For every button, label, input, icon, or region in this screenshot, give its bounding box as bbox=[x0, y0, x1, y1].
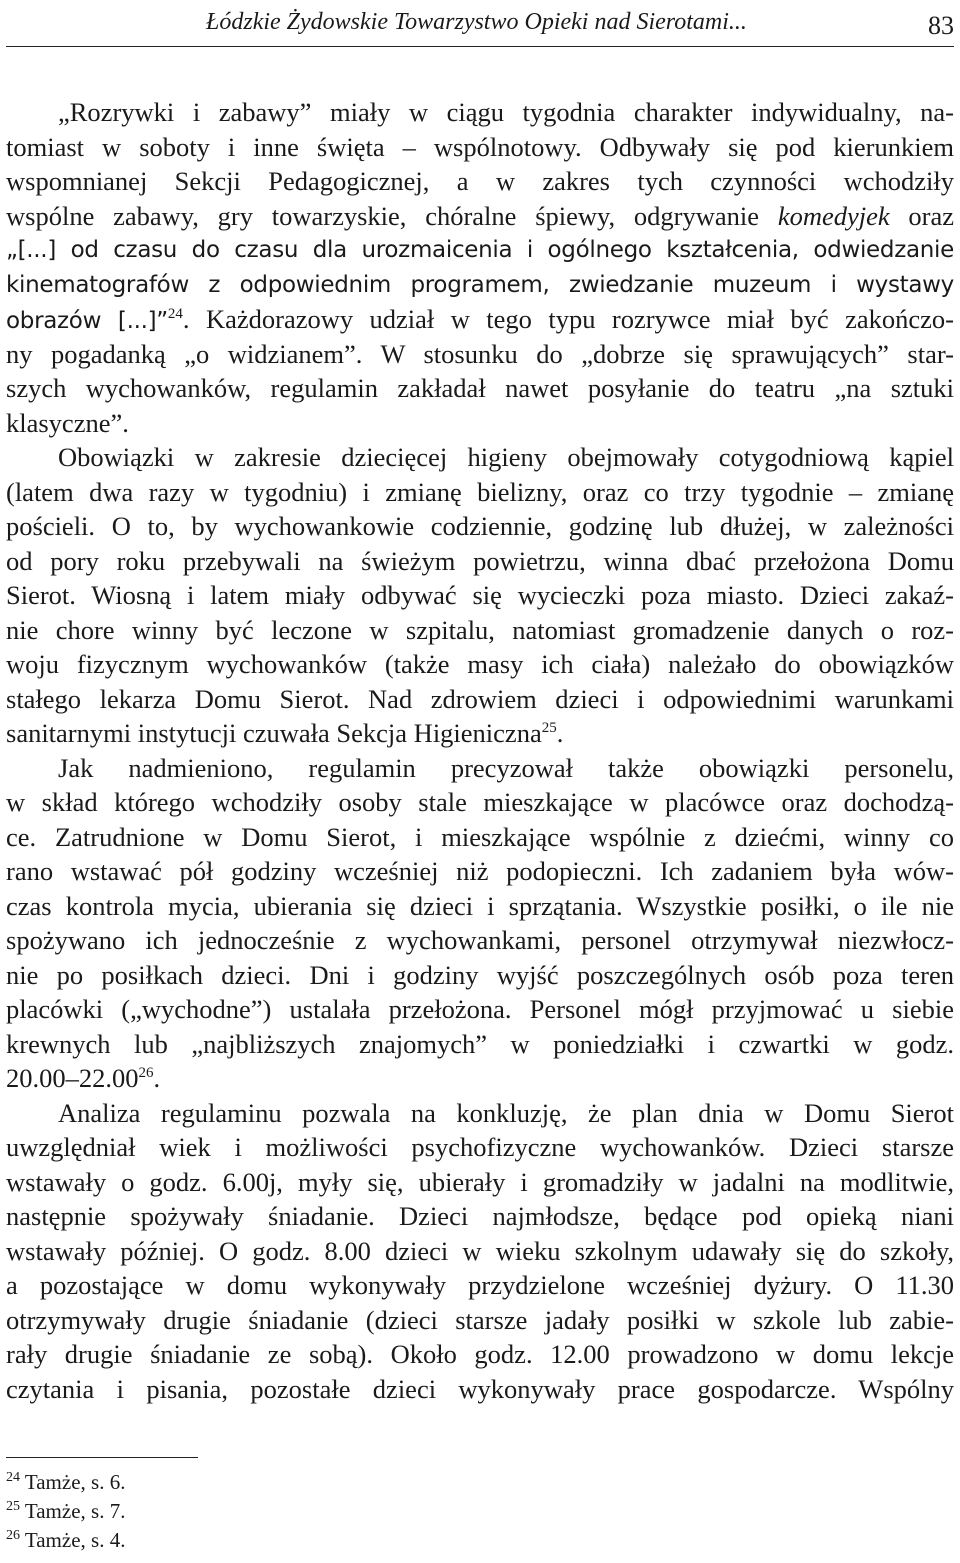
text-line: wstawały później. O godz. 8.00 dzieci w wieku szkolnym udawały się do szkoły, bbox=[6, 1235, 954, 1266]
text-line: w skład którego wchodziły osoby stale mieszkające w placówce oraz dochodzą- bbox=[6, 787, 954, 817]
footnote-number: 25 bbox=[6, 1499, 20, 1514]
text-line: wspomnianej Sekcji Pedagogicznej, a w zakres tych czynności wchodziły bbox=[6, 166, 954, 196]
text-line: szych wychowanków, regulamin zakładał nawet posyłanie do teatru „na sztuki bbox=[6, 373, 954, 403]
footnotes bbox=[6, 1468, 125, 1555]
text-line: ce. Zatrudnione w Domu Sierot, i mieszkające wspólnie z dziećmi, winny co bbox=[6, 821, 954, 852]
text-segment: . Każdorazowy udział w tego typu rozrywce miał być zakończo- bbox=[182, 304, 955, 334]
text-line: Jak nadmieniono, regulamin precyzował także obowiązki personelu, bbox=[58, 752, 954, 783]
text-segment: . bbox=[556, 718, 564, 748]
text-line: Analiza regulaminu pozwala na konkluzję, że plan dnia w Domu Sierot bbox=[58, 1097, 954, 1128]
text-line: następnie spożywały śniadanie. Dzieci najmłodsze, będące pod opieką niani bbox=[6, 1201, 954, 1231]
text-segment: sanitarnymi instytucji czuwała Sekcja Higieniczna bbox=[6, 718, 542, 748]
text-segment: wspólne zabawy, gry towarzyskie, chóralne śpiewy, odgrywanie bbox=[6, 200, 760, 231]
text-line: otrzymywały drugie śniadanie (dzieci starsze jadały posiłki w szkole lub zabie- bbox=[6, 1304, 954, 1335]
text-line: stałego lekarza Domu Sierot. Nad zdrowiem dzieci i odpowiednimi warunkami bbox=[6, 683, 954, 714]
footnote-24 bbox=[6, 1468, 125, 1497]
text-line: placówki („wychodne”) ustalała przełożona. Personel mógł przyjmować u siebie bbox=[6, 994, 954, 1024]
text-line: czytania i pisania, pozostałe dzieci wykonywały prace gospodarcze. Wspólny bbox=[6, 1373, 954, 1404]
footnote-separator bbox=[6, 1457, 198, 1458]
text-line: nie chore winny być leczone w szpitalu, natomiast gromadzenie danych o roz- bbox=[6, 614, 954, 645]
quoted-text-line: kinematografów z odpowiednim programem, zwiedzanie muzeum i wystawy bbox=[6, 271, 954, 298]
footnote-text: Tamże, s. 6. bbox=[24, 1470, 126, 1494]
text-line bbox=[6, 1061, 954, 1096]
text-line: od pory roku przebywali na świeżym powietrzu, winna dbać przełożona Domu bbox=[6, 545, 954, 576]
text-line: a pozostające w domu wykonywały przydzielone wcześniej dyżury. O 11.30 bbox=[6, 1270, 954, 1300]
text-line: „Rozrywki i zabawy” miały w ciągu tygodnia charakter indywidualny, na- bbox=[58, 97, 954, 127]
text-line: ny pogadanką „o widzianem”. W stosunku do „dobrze się sprawujących” star- bbox=[6, 338, 954, 369]
quoted-text-segment: obrazów [...]” bbox=[6, 308, 168, 334]
text-line: pościeli. O to, by wychowankowie codziennie, godzinę lub dłużej, w zależności bbox=[6, 511, 954, 541]
footnote-ref: 24 bbox=[167, 306, 183, 323]
text-line: krewnych lub „najbliższych znajomych” w poniedziałki i czwartki w godz. bbox=[6, 1028, 954, 1059]
text-line: czas kontrola mycia, ubierania się dzieci i sprzątania. Wszystkie posiłki, o ile nie bbox=[6, 890, 954, 921]
text-segment: . bbox=[153, 1063, 161, 1093]
running-header bbox=[6, 2, 954, 42]
text-line: uwzględniał wiek i możliwości psychofizyczne wychowanków. Dzieci starsze bbox=[6, 1132, 954, 1162]
footnote-ref: 25 bbox=[541, 720, 557, 737]
footnote-ref: 26 bbox=[138, 1065, 154, 1082]
text-line: Obowiązki w zakresie dziecięcej higieny obejmowały cotygodniową kąpiel bbox=[58, 442, 954, 472]
footnote-number: 26 bbox=[6, 1528, 20, 1543]
footnote-text: Tamże, s. 7. bbox=[24, 1499, 126, 1523]
footnote-number: 24 bbox=[6, 1470, 20, 1485]
text-line: tomiast w soboty i inne święta – wspólnotowy. Odbywały się pod kierunkiem bbox=[6, 131, 954, 162]
body-text bbox=[6, 95, 954, 1406]
text-line bbox=[6, 302, 954, 337]
text-line: nie po posiłkach dzieci. Dni i godziny wyjść poszczególnych osób poza teren bbox=[6, 959, 954, 990]
text-line bbox=[6, 716, 954, 751]
footnote-26 bbox=[6, 1526, 125, 1555]
text-line: klasyczne”. bbox=[6, 407, 129, 438]
text-line: wstawały o godz. 6.00j, myły się, ubierały i gromadziły w jadalni na modlitwie, bbox=[6, 1166, 954, 1197]
text-line: rały drugie śniadanie ze sobą). Około godz. 12.00 prowadzono w domu lekcje bbox=[6, 1339, 954, 1369]
quoted-text-line: „[...] od czasu do czasu dla urozmaicenia i ogólnego kształcenia, odwiedzanie bbox=[6, 237, 954, 263]
italic-term: komedyjek bbox=[777, 200, 890, 231]
text-line: (latem dwa razy w tygodniu) i zmianę bielizny, oraz co trzy tygodnie – zmianę bbox=[6, 476, 954, 507]
text-segment: 20.00–22.00 bbox=[6, 1063, 139, 1093]
page-number: 83 bbox=[928, 11, 954, 40]
text-segment: oraz bbox=[908, 200, 954, 231]
running-header-title: Łódzkie Żydowskie Towarzystwo Opieki nad Sierotami... bbox=[206, 9, 747, 35]
text-line bbox=[6, 199, 954, 234]
footnote-text: Tamże, s. 4. bbox=[24, 1528, 126, 1552]
text-line: rano wstawać pół godziny wcześniej niż podopieczni. Ich zadaniem była wów- bbox=[6, 856, 954, 886]
text-line: Sierot. Wiosną i latem miały odbywać się wycieczki poza miasto. Dzieci zakaź- bbox=[6, 580, 954, 610]
text-line: spożywano ich jednocześnie z wychowankami, personel otrzymywał niezwłocz- bbox=[6, 925, 954, 955]
text-line: woju fizycznym wychowanków (także masy ich ciała) należało do obowiązków bbox=[6, 649, 954, 679]
footnote-25 bbox=[6, 1497, 125, 1526]
header-rule bbox=[6, 46, 954, 47]
